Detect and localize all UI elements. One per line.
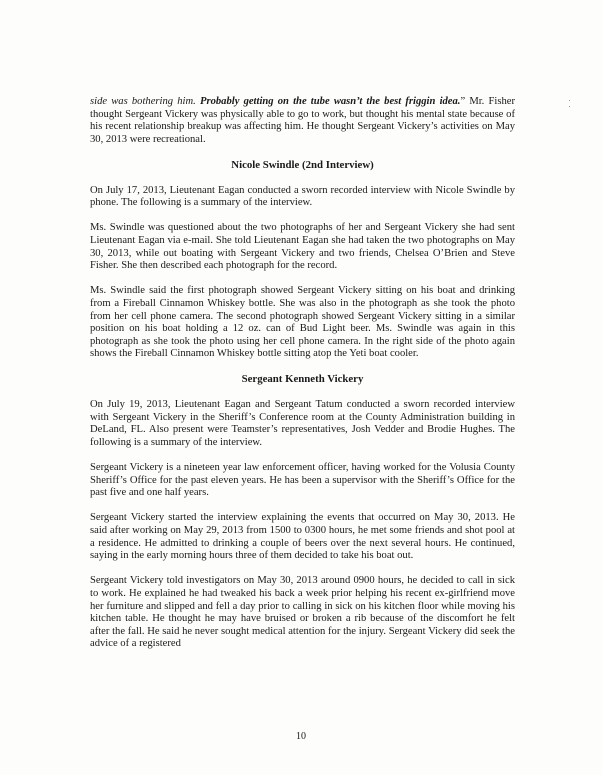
paragraph: On July 17, 2013, Lieutenant Eagan conducted a sworn recorded interview with Nicole Swindle by phone. The following is a summary of the interview. [90,184,515,209]
document-body [90,96,515,664]
section-heading-nicole-swindle: Nicole Swindle (2nd Interview) [231,158,374,171]
scan-artifact [569,100,570,101]
section-heading-kenneth-vickery: Sergeant Kenneth Vickery [241,373,364,386]
italic-text: side was bothering him. [90,96,196,107]
paragraph: On July 19, 2013, Lieutenant Eagan and Sergeant Tatum conducted a sworn recorded interview with Sergeant Vickery in the Sheriff’s Conference room at the County Administration building in DeLand, FL. Also present were Teamster’s representatives, Josh Vedder and Brodie Hughes. The following is a summary of the interview. [90,399,515,448]
paragraph: Ms. Swindle was questioned about the two photographs of her and Sergeant Vickery she had sent Lieutenant Eagan via e-mail. She told Lieutenant Eagan she had taken the two photographs on May 30, 2013, while out boating with Sergeant Vickery and two friends, Chelsea O’Brien and Steve Fisher. She then described each photograph for the record. [90,222,515,272]
page-number: 10 [296,731,306,742]
scan-artifact [569,106,570,107]
paragraph-text: ” Mr. Fisher thought Sergeant Vickery was physically able to go to work, but thought his mental state because of his recent relationship breakup was affecting him. He thought Sergeant Vickery’s activities on May 30, 2013 were recreational. [90,96,515,145]
paragraph-continuation [90,96,515,146]
paragraph: Sergeant Vickery is a nineteen year law enforcement officer, having worked for the Volusia County Sheriff’s Office for the past eleven years. He has been a supervisor with the Sheriff’s Office for the past five and one half years. [90,462,515,499]
paragraph: Ms. Swindle said the first photograph showed Sergeant Vickery sitting on his boat and drinking from a Fireball Cinnamon Whiskey bottle. She was also in the photograph as she took the photo from her cell phone camera. The second photograph showed Sergeant Vickery sitting in a similar position on his boat holding a 12 oz. can of Bud Light beer. Ms. Swindle was again in this photograph as she took the photo using her cell phone camera. In the right side of the photo again shows the Fireball Cinnamon Whiskey bottle sitting atop the Yeti boat cooler. [90,285,515,360]
paragraph: Sergeant Vickery told investigators on May 30, 2013 around 0900 hours, he decided to call in sick to work. He explained he had tweaked his back a week prior helping his recent ex-girlfriend move her furniture and slipped and fell a day prior to calling in sick on his kitchen floor while moving his kitchen table. He thought he may have bruised or broken a rib because of the discomfort he felt after the fall. He said he never sought medical attention for the injury. Sergeant Vickery did seek the advice of a registered [90,575,515,650]
quote-text: Probably getting on the tube wasn’t the best friggin idea. [199,96,461,107]
paragraph: Sergeant Vickery started the interview explaining the events that occurred on May 30, 2013. He said after working on May 29, 2013 from 1500 to 0300 hours, he met some friends and shot pool at a residence. He admitted to drinking a couple of beers over the next several hours. He continued, saying in the early morning hours three of them decided to take his boat out. [90,512,515,562]
